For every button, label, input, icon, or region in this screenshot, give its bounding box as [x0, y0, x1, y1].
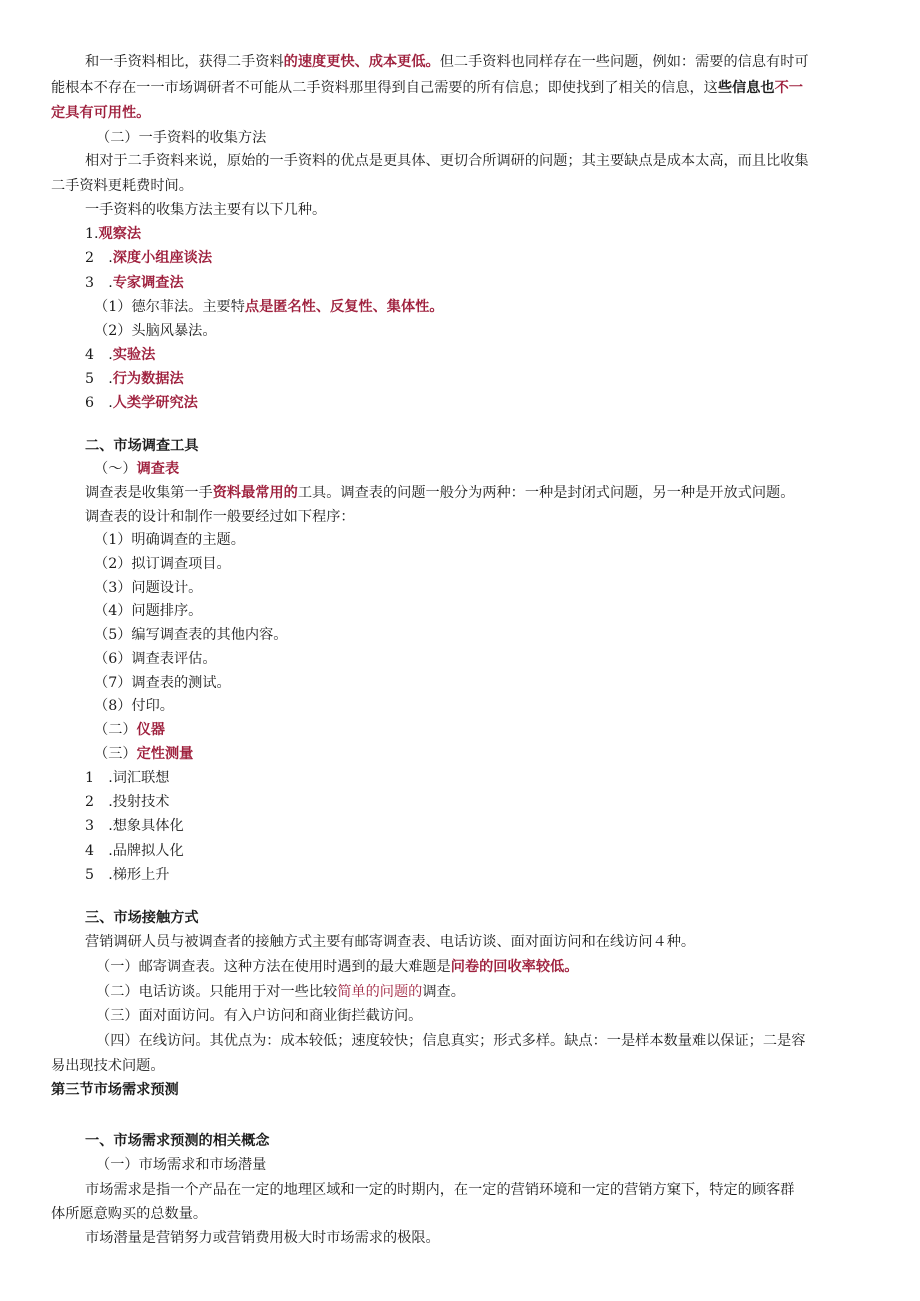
text: 能根本不存在一一市场调研者不可能从二手资料那里得到自己需要的所有信息；即使找到了相关的信息，这 — [51, 80, 718, 96]
method-label: 深度小组座谈法 — [112, 250, 213, 266]
step-item: （2）拟订调查项目。 — [94, 556, 231, 572]
text: （二） — [94, 722, 137, 738]
method-item-3 — [85, 273, 184, 293]
text: （一）邮寄调查表。这种方法在使用时遇到的最大难题是 — [96, 959, 451, 975]
para-secondary-data-line1 — [85, 52, 809, 72]
contact-online-line1: （四）在线访问。其优点为：成本较低；速度较快；信息真实；形式多样。缺点：一是样本数量难以保证；二是容 — [96, 1033, 806, 1049]
text: 调查表是收集第一手 — [85, 485, 213, 501]
list-number: 1. — [85, 226, 99, 242]
method-label: 实验法 — [112, 347, 156, 363]
text: 和一手资料相比，获得二手资料 — [85, 54, 284, 70]
highlight-usability: 定具有可用性。 — [51, 105, 151, 121]
highlight-text: 定性测量 — [136, 746, 194, 762]
qualitative-item: 4 .品牌拟人化 — [85, 843, 184, 859]
section-heading-tools: 二、市场调查工具 — [85, 438, 199, 454]
para-primary-data-line2: 二手资料更耗费时间。 — [51, 178, 193, 194]
subheading-primary-data-methods: （二）一手资料的收集方法 — [96, 130, 267, 146]
step-item: （4）问题排序。 — [94, 603, 203, 619]
contact-phone — [96, 982, 465, 1002]
subheading-qualitative — [94, 744, 193, 764]
para-market-potential: 市场潜量是营销努力或营销费用极大时市场需求的极限。 — [85, 1230, 440, 1246]
highlight-simple-questions: 简单的问题的 — [337, 984, 423, 1000]
method-label: 人类学研究法 — [112, 395, 198, 411]
text: 调查。 — [422, 984, 465, 1000]
method-item-2 — [85, 248, 212, 268]
para-methods-intro: 一手资料的收集方法主要有以下几种。 — [85, 202, 327, 218]
qualitative-item: 5 .梯形上升 — [85, 867, 170, 883]
highlight-text: 调查表 — [136, 461, 180, 477]
method-label: 行为数据法 — [112, 371, 184, 387]
method-label: 观察法 — [98, 226, 142, 242]
highlight-most-used: 资料最常用的 — [212, 485, 298, 501]
brainstorm-item: （2）头脑风暴法。 — [94, 323, 217, 339]
list-number: 3 . — [85, 275, 113, 291]
qualitative-item: 3 .想象具体化 — [85, 818, 184, 834]
method-item-4 — [85, 345, 155, 365]
step-item: （6）调查表评估。 — [94, 651, 217, 667]
subheading-questionnaire — [94, 459, 179, 479]
text: （三） — [94, 746, 137, 762]
list-number: 2 . — [85, 250, 113, 266]
step-item: （8）付印。 — [94, 698, 174, 714]
text: （〜） — [94, 461, 137, 477]
text: 但二手资料也同样存在一些问题，例如：需要的信息有时可 — [439, 54, 809, 70]
highlight-delphi-traits: 点是匿名性、反复性、集体性。 — [244, 299, 444, 315]
delphi-item — [94, 297, 444, 317]
highlight-faster-cheaper: 的速度更快、成本更低。 — [283, 54, 440, 70]
para-secondary-data-line3 — [51, 103, 150, 123]
highlight-low-return: 问卷的回收率较低。 — [450, 959, 579, 975]
para-design-procedure: 调查表的设计和制作一般要经过如下程序： — [85, 509, 355, 525]
para-market-demand-line2: 体所愿意购买的总数量。 — [51, 1206, 208, 1222]
text: （1）德尔菲法。主要特 — [94, 299, 245, 315]
para-contact-intro: 营销调研人员与被调查者的接触方式主要有邮寄调查表、电话访谈、面对面访问和在线访问４种。 — [85, 934, 696, 950]
section-heading-forecast-concepts: 一、市场需求预测的相关概念 — [85, 1133, 270, 1149]
method-item-6 — [85, 393, 198, 413]
chapter-section-title: 第三节市场需求预测 — [51, 1082, 179, 1098]
para-market-demand-line1: 市场需求是指一个产品在一定的地理区域和一定的时期内，在一定的营销环境和一定的营销方窠下，特定的顾客群 — [85, 1182, 795, 1198]
step-item: （5）编写调查表的其他内容。 — [94, 627, 288, 643]
step-item: （3）问题设计。 — [94, 580, 203, 596]
contact-face: （三）面对面访问。有入户访问和商业街拦截访问。 — [96, 1008, 423, 1024]
para-secondary-data-line2 — [51, 78, 803, 98]
text: 工具。调查表的问题一般分为两种：一种是封闭式问题，另一种是开放式问题。 — [297, 485, 795, 501]
qualitative-item: 2 .投射技术 — [85, 794, 170, 810]
step-item: （1）明确调查的主题。 — [94, 532, 245, 548]
list-number: 6 . — [85, 395, 113, 411]
list-number: 5 . — [85, 371, 113, 387]
subheading-instruments — [94, 720, 165, 740]
highlight-text: 不一 — [774, 80, 803, 96]
list-number: 4 . — [85, 347, 113, 363]
qualitative-item: 1 .词汇联想 — [85, 770, 170, 786]
para-primary-data-line1: 相对于二手资料来说，原始的一手资料的优点是更具体、更切合所调研的问题；其主要缺点是成本太高，而且比收集 — [85, 153, 809, 169]
subheading-demand-potential: （一）市场需求和市场潜量 — [96, 1157, 267, 1173]
contact-mail — [96, 957, 578, 977]
bold-text: 些信息也 — [717, 80, 775, 96]
text: （二）电话访谈。只能用于对一些比较 — [96, 984, 338, 1000]
method-label: 专家调查法 — [112, 275, 184, 291]
method-item-1 — [85, 224, 141, 244]
para-questionnaire — [85, 483, 794, 503]
section-heading-contact: 三、市场接触方式 — [85, 910, 199, 926]
method-item-5 — [85, 369, 184, 389]
contact-online-line2: 易出现技术问题。 — [51, 1058, 165, 1074]
step-item: （7）调查表的测试。 — [94, 675, 231, 691]
highlight-text: 仪器 — [136, 722, 165, 738]
